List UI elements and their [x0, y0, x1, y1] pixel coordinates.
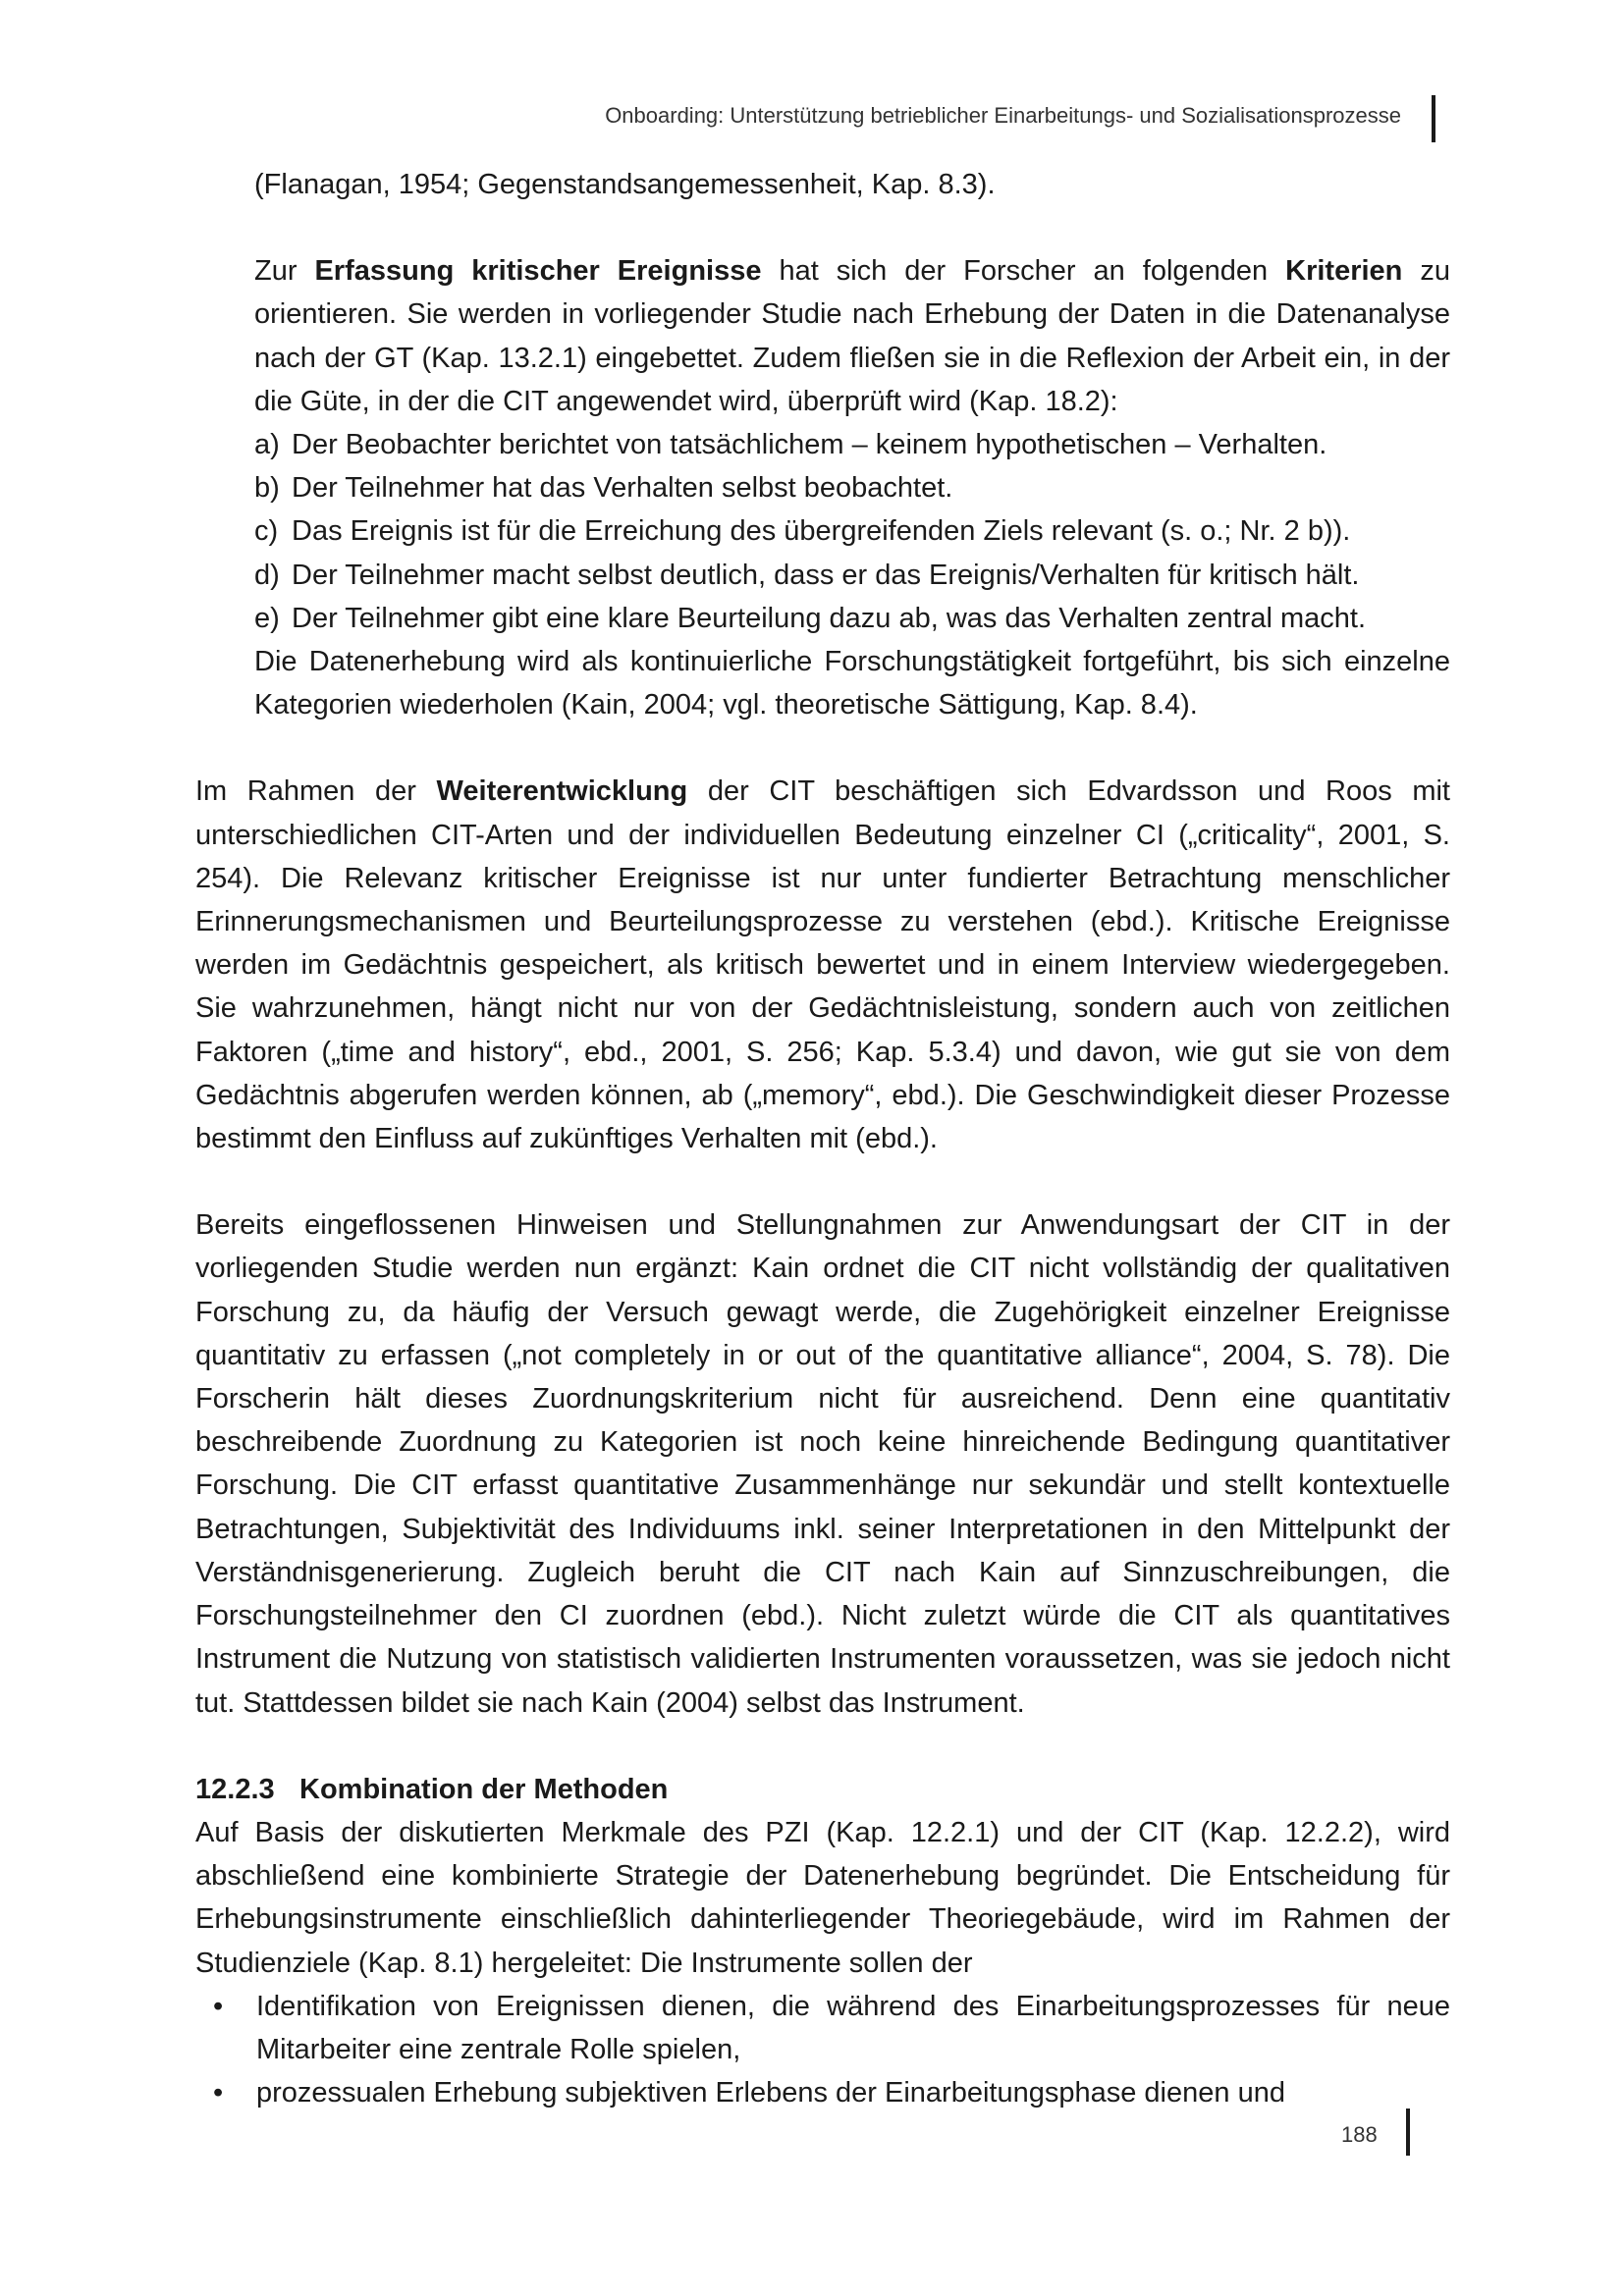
bold-term-criteria: Kriterien [1285, 255, 1403, 288]
bold-term-development: Weiterentwicklung [436, 775, 688, 808]
section-heading [195, 1768, 1450, 1811]
criteria-intro-paragraph: Zur Erfassung kritischer Ereignisse hat sich der Forscher an folgenden Kriterien zu orientieren. Sie werden in vorliegender Studie nach Erhebung der Daten in die Datenanalyse nach der GT (Kap. 13.2.1) eingebettet. Zudem fließen sie in die Reflexion der Arbeit ein, in der die Güte, in der die CIT angewendet wird, überprüft wird (Kap. 18.2): [254, 255, 1451, 417]
criteria-item: b) Der Teilnehmer hat das Verhalten selbst beobachtet. [254, 472, 953, 505]
running-header: Onboarding: Unterstützung betrieblicher Einarbeitungs- und Sozialisationsprozesse [605, 103, 1401, 128]
further-development-paragraph: Im Rahmen der Weiterentwicklung der CIT beschäftigen sich Edvardsson und Roos mit unterschiedlichen CIT-Arten und der individuellen Bedeutung einzelner CI („criticality“, 2001, S. 254). Die Relevanz kritischer Ereignisse ist nur unter fundierter Betrachtung menschlicher Erinnerungsmechanismen und Beurteilungsprozesse zu verstehen (ebd.). Kritische Ereignisse werden im Gedächtnis gespeichert, als kritisch bewertet und in einem Interview wiedergegeben. Sie wahrzunehmen, hängt nicht nur von der Gedächtnisleistung, sondern auch von zeitlichen Faktoren („time and history“, ebd., 2001, S. 256; Kap. 5.3.4) und davon, wie gut sie von dem Gedächtnis abgerufen werden können, ab („memory“, ebd.). Die Geschwindigkeit dieser Prozesse bestimmt den Einfluss auf zukünftiges Verhalten mit (ebd.). [195, 775, 1450, 1155]
bullet-item: • Identifikation von Ereignissen dienen, die während des Einarbeitungsprozesses für neue Mitarbeiter eine zentrale Rolle spielen, [195, 1985, 1450, 2071]
header-rule [1432, 95, 1435, 142]
section-title: Kombination der Methoden [299, 1773, 669, 1805]
bold-term-critical-events: Erfassung kritischer Ereignisse [314, 255, 762, 288]
indented-criteria-block [254, 163, 1450, 726]
combination-paragraph: Auf Basis der diskutierten Merkmale des PZI (Kap. 12.2.1) und der CIT (Kap. 12.2.2), wird abschließend eine kombinierte Strategie der Datenerhebung begründet. Die Entscheidung für Erhebungsinstrumente einschließlich dahinterliegender Theoriegebäude, wird im Rahmen der Studienziele (Kap. 8.1) hergeleitet: Die Instrumente sollen der [195, 1816, 1450, 1979]
criteria-item: d) Der Teilnehmer macht selbst deutlich, dass er das Ereignis/Verhalten für kritisch hält. [254, 559, 1360, 591]
section-number: 12.2.3 [195, 1773, 275, 1805]
bullet-item: • prozessualen Erhebung subjektiven Erlebens der Einarbeitungsphase dienen und [195, 2071, 1450, 2114]
bullet-list [195, 1985, 1450, 2115]
criteria-item: e) Der Teilnehmer gibt eine klare Beurteilung dazu ab, was das Verhalten zentral macht. [254, 602, 1367, 634]
body-text [195, 163, 1450, 2114]
bullet-icon: • [213, 1990, 224, 2022]
page-number: 188 [1341, 2122, 1378, 2147]
bullet-icon: • [213, 2077, 224, 2109]
data-collection-paragraph: Die Datenerhebung wird als kontinuierliche Forschungstätigkeit fortgeführt, bis sich einzelne Kategorien wiederholen (Kain, 2004; vgl. theoretische Sättigung, Kap. 8.4). [254, 646, 1450, 721]
criteria-item: c) Das Ereignis ist für die Erreichung des übergreifenden Ziels relevant (s. o.; Nr. 2 b)). [254, 515, 1351, 548]
application-paragraph: Bereits eingeflossenen Hinweisen und Stellungnahmen zur Anwendungsart der CIT in der vorliegenden Studie werden nun ergänzt: Kain ordnet die CIT nicht vollständig der qualitativen Forschung zu, da häufig der Versuch gewagt werde, die Zugehörigkeit einzelner Ereignisse quantitativ zu erfassen („not completely in or out of the quantitative alliance“, 2004, S. 78). Die Forscherin hält dieses Zuordnungskriterium nicht für ausreichend. Denn eine quantitativ beschreibende Zuordnung zu Kategorien ist noch keine hinreichende Bedingung quantitativer Forschung. Die CIT erfasst quantitative Zusammenhänge nur sekundär und stellt kontextuelle Betrachtungen, Subjektivität des Individuums inkl. seiner Interpretationen in den Mittelpunkt der Verständnisgenerierung. Zugleich beruht die CIT nach Kain auf Sinnzuschreibungen, die Forschungsteilnehmer den CI zuordnen (ebd.). Nicht zuletzt würde die CIT als quantitatives Instrument die Nutzung von statistisch validierten Instrumenten voraussetzen, was sie jedoch nicht tut. Stattdessen bildet sie nach Kain (2004) selbst das Instrument. [195, 1209, 1450, 1719]
citation-line: (Flanagan, 1954; Gegenstandsangemessenheit, Kap. 8.3). [254, 169, 996, 200]
footer-rule [1406, 2109, 1410, 2156]
criteria-item: a) Der Beobachter berichtet von tatsächlichem – keinem hypothetischen – Verhalten. [254, 429, 1327, 461]
